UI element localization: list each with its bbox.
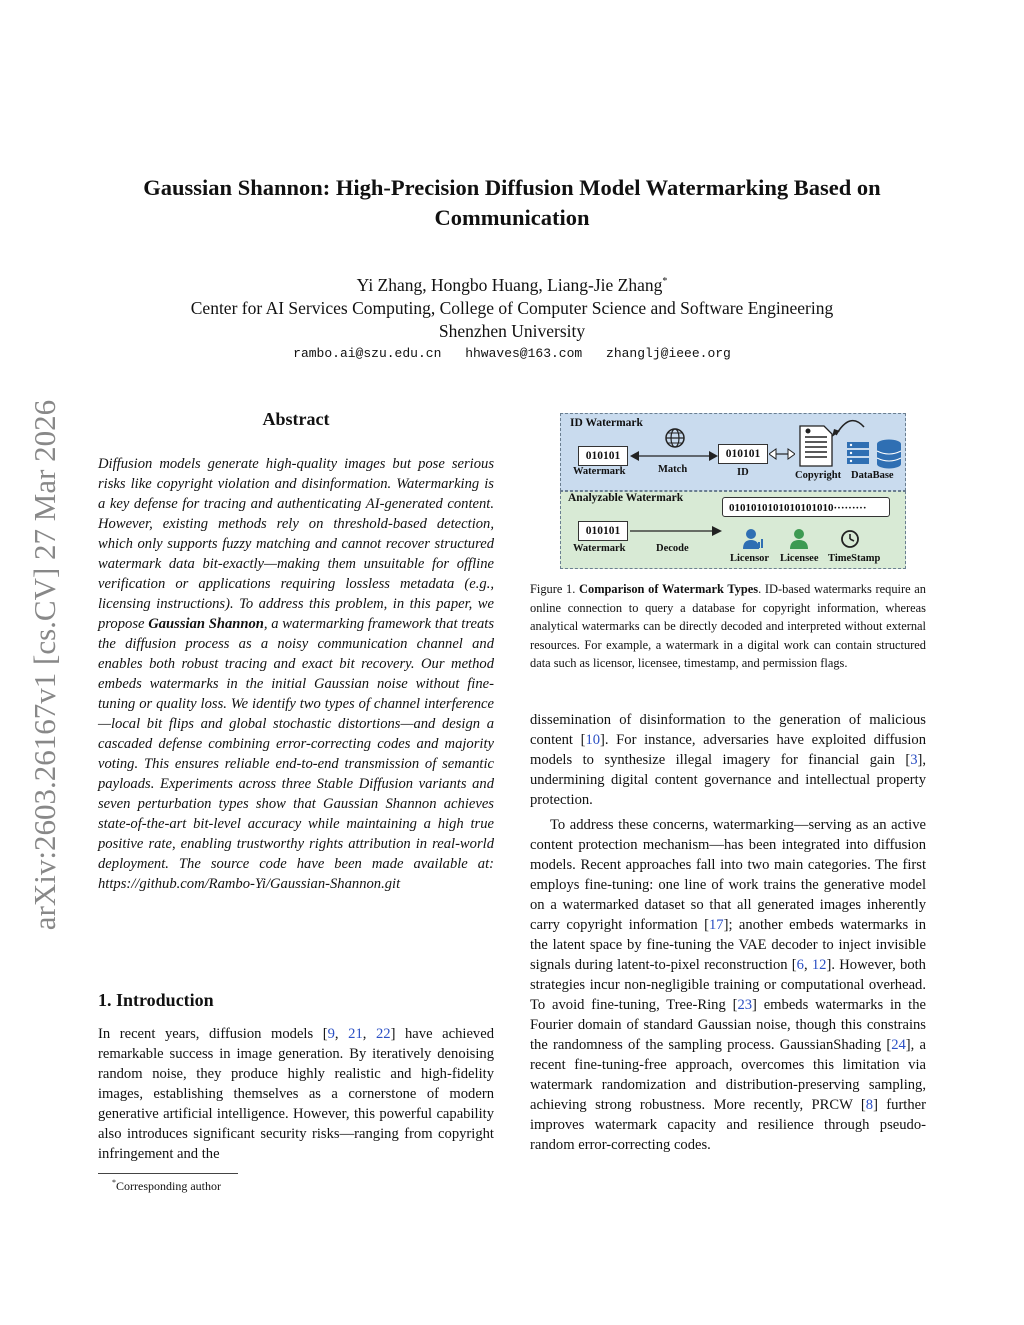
affiliation: Center for AI Services Computing, College of Computer Science and Software Engineering: [190, 297, 834, 318]
double-arrow-icon: [769, 448, 795, 460]
email-list: [90, 346, 934, 361]
citation-link[interactable]: 9: [327, 1026, 335, 1042]
globe-icon: [664, 427, 686, 449]
licensee-label: Licensee: [780, 553, 819, 564]
right-arrow-icon: [630, 524, 722, 538]
university: Shenzhen University: [438, 320, 586, 341]
licensor-label: Licensor: [730, 553, 770, 564]
email[interactable]: zhanglj@ieee.org: [606, 346, 731, 361]
licensee-icon: [788, 528, 810, 550]
citation-link[interactable]: 3: [910, 752, 918, 768]
id-code-box: 010101: [718, 444, 768, 464]
panel-label: Analyzable Watermark: [568, 492, 684, 504]
watermark-code-box: 010101: [578, 446, 628, 466]
author-names: Yi Zhang, Hongbo Huang, Liang-Jie Zhang: [356, 274, 663, 295]
email[interactable]: hhwaves@163.com: [465, 346, 583, 361]
footnote-rule: [98, 1173, 238, 1174]
watermark-label: Watermark: [573, 466, 626, 477]
timestamp-label: TimeStamp: [828, 553, 881, 564]
citation-link[interactable]: 22: [375, 1026, 391, 1042]
licensor-icon: [742, 528, 764, 550]
intro-paragraph: In recent years, diffusion models [9, 21, 22] have achieved remarkable success in image generation. By iteratively denoising random noise, they produce highly realistic and high-fidelity images, establishing themselves as a cornerstone of modern generative artificial intelligence. However, this powerful capability also introduces significant security risks—ranging from copyright infringement and the: [98, 1026, 494, 1162]
citation-link[interactable]: 8: [865, 1097, 874, 1113]
match-label: Match: [658, 464, 688, 475]
arxiv-id: arXiv:2603.26167v1 [cs.CV] 27 Mar 2026: [27, 399, 63, 931]
section-heading: 1. Introduction: [98, 990, 214, 1010]
method-name: Gaussian Shannon: [148, 616, 264, 632]
figure-caption: Figure 1. Comparison of Watermark Types. ID-based watermarks require an online connection to query a database for copyright information, whereas analytical watermarks can be directly decoded and interpreted without external resources. For example, a watermark in a digital work can contain structured data such as licensor, licensee, timestamp, and permission flags.: [530, 582, 926, 671]
clock-icon: [840, 529, 860, 549]
citation-link[interactable]: 6: [796, 957, 804, 973]
figure-watermark-types: [560, 413, 908, 569]
copyright-label: Copyright: [795, 470, 842, 481]
abstract-body: Diffusion models generate high-quality images but pose serious risks like copyright violation and disinformation. Watermarking is a key defense for tracing and authenticating AI-generated content. However, existing methods rely on threshold-based detection, which only supports fuzzy matching and cannot recover structured watermark data bit-exactly—making them unsuitable for offline verification or applications requiring lossless metadata (e.g., licensing instructions). To address this problem, in this paper, we propose Gaussian Shannon, a watermarking framework that treats the diffusion process as a noisy communication channel and enables both robust tracing and exact bit recovery. Our method embeds watermarks in the initial Gaussian noise without fine-tuning or quality loss. We identify two types of channel interference—local bit flips and global stochastic distortions—and design a cascaded defense combining error-correcting codes and majority voting. This ensures reliable end-to-end transmission of semantic payloads. Experiments across three Stable Diffusion variants and seven perturbation types show that Gaussian Shannon achieves state-of-the-art bit-level accuracy while maintaining a high true positive rate, enabling trustworthy rights attribution in real-world deployment. The source code have been made available at: https://github.com/Rambo-Yi/Gaussian-Shannon.git: [98, 456, 494, 892]
citation-link[interactable]: 12: [811, 957, 827, 973]
watermark-label: Watermark: [573, 543, 626, 554]
server-icon: [846, 441, 870, 465]
citation-link[interactable]: 17: [708, 917, 724, 933]
bitstring-box: 0101010101010101010·········: [722, 497, 890, 517]
database-icon: [876, 439, 902, 469]
corresponding-mark: *: [662, 276, 668, 287]
body-paragraph: dissemination of disinformation to the generation of malicious content [10]. For instance, adversaries have exploited diffusion models to synthesize illegal imagery for financial gain [3], undermining digital content governance and intellectual property protection.: [530, 712, 926, 808]
email[interactable]: rambo.ai@szu.edu.cn: [293, 346, 442, 361]
arxiv-sidebar: [28, 370, 62, 960]
database-label: DataBase: [851, 470, 894, 481]
double-arrow-icon: [630, 449, 718, 463]
id-label: ID: [737, 467, 749, 478]
citation-link[interactable]: 10: [585, 732, 601, 748]
body-paragraph: To address these concerns, watermarking—serving as an active content protection mechanism—has been integrated into diffusion models. Recent approaches fall into two main categories. The first employs fine-tuning: one line of work trains the generative model on a watermarked dataset so that all generated images inherently carry copyright information [17]; another embeds watermarks in the latent space by fine-tuning the VAE decoder to inject invisible signals during latent-to-pixel reconstruction [6, 12]. However, both strategies incur non-negligible training or computational overhead. To avoid fine-tuning, Tree-Ring [23] embeds watermarks in the Fourier domain of standard Gaussian noise, though this constrains the randomness of the sampling process. GaussianShading [24], a recent fine-tuning-free approach, overcomes this limitation via watermark randomization and distribution-preserving sampling, achieving strong robustness. More recently, PRCW [8] further improves watermark capacity and resilience through pseudo-random error-correcting codes.: [530, 817, 927, 1153]
citation-link[interactable]: 23: [737, 997, 753, 1013]
paper-title: Gaussian Shannon: High-Precision Diffusion Model Watermarking Based on Communication: [143, 175, 881, 230]
curved-arrow-icon: [830, 415, 870, 439]
footnote: *Corresponding author: [112, 1178, 221, 1193]
watermark-code-box: 010101: [578, 521, 628, 541]
citation-link[interactable]: 21: [348, 1026, 363, 1042]
author-block: [90, 270, 934, 343]
abstract-heading: Abstract: [262, 409, 330, 429]
decode-label: Decode: [656, 543, 689, 554]
citation-link[interactable]: 24: [891, 1037, 906, 1053]
panel-label: ID Watermark: [570, 417, 643, 429]
